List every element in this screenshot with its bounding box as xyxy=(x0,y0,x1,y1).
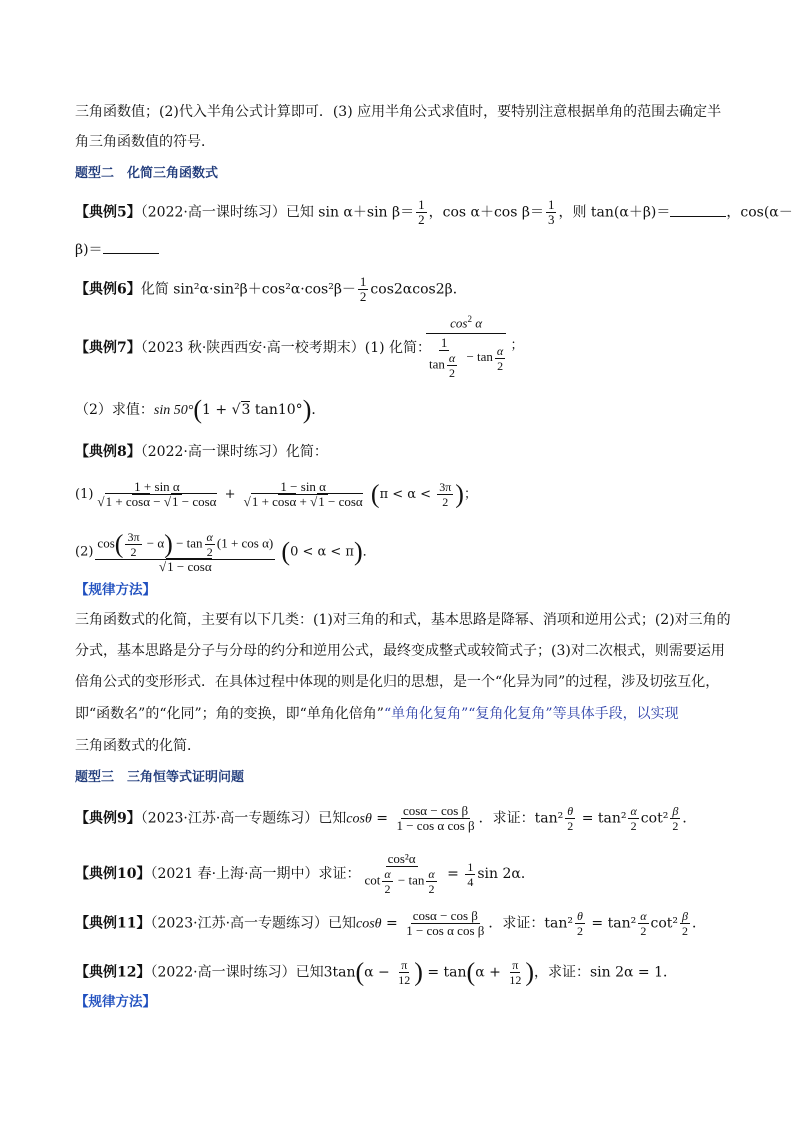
prove-result: sin 2α = 1． xyxy=(589,964,678,981)
example-label: 【典例7】 xyxy=(75,340,141,356)
section-heading: 题型三 三角恒等式证明问题 xyxy=(75,770,245,785)
example-label: 【典例6】 xyxy=(75,281,141,298)
example-source: （2022·高一课时练习）化简： xyxy=(140,444,328,460)
prove-label: ，求证： xyxy=(533,964,590,981)
example-8-part1: (1) $\frac{\text{1 + sin α}}{√1 + \cos\alpha - √1 - \cos\alpha}$ + $\frac{\text{1 − sin α}}{√1 + \cos\alpha + √1 - \cos\alpha}$ (π < α < $\frac{3\pi}{2}$ )； xyxy=(75,479,477,509)
method-highlight: “单角化复角”“复角化复角”等具体手段，以实现 xyxy=(383,706,679,722)
example-10: 【典例10】（2021 春·上海·高一期中）求证： cos²α cot $\frac{\alpha}{2}$ − tan $\frac{\alpha}{2}$ = $\frac{1}{4}$ sin 2α． xyxy=(75,851,535,896)
example-label: 【典例8】 xyxy=(75,444,141,460)
method-line: 分式，基本思路是分子与分母的约分和逆用公式，最终变成整式或较简式子；(3)对二次根式，则需要运用 xyxy=(75,643,725,659)
example-label: 【典例9】 xyxy=(75,810,141,827)
example-label: 【典例11】 xyxy=(75,915,151,932)
fraction: $\frac{1}{2}$ xyxy=(418,197,425,227)
method-line xyxy=(75,704,724,724)
example-tail: cos2αcos2β． xyxy=(370,281,467,298)
example-5-cont xyxy=(75,240,724,260)
example-11: 【典例11】（2023·江苏·高一专题练习）已知cosθ = $\frac{\text{cosα − cos β}}{\text{1 − cos α cos β}}$ ．求证：tan² $\frac{\theta}{2}$ = tan² $\frac{\alpha}{2}$ cot² $\frac{\beta}{2}$ ． xyxy=(75,908,707,938)
example-label: 【典例5】 xyxy=(75,204,141,221)
question-1: ，则 tan(α＋β)＝ xyxy=(558,204,671,221)
example-8 xyxy=(75,442,724,462)
section-heading: 题型二 化简三角函数式 xyxy=(75,166,219,181)
question-2: ，cos(α－ xyxy=(726,204,793,221)
question-3: β)＝ xyxy=(75,242,103,258)
method-text: 即“函数名”的“化同”；角的变换，即“单角化倍角” xyxy=(75,706,384,722)
example-source: （2023·江苏·高一专题练习）已知 xyxy=(150,915,357,932)
example-source: （2022·高一课时练习）已知 xyxy=(150,964,324,981)
method-title: 【规律方法】 xyxy=(75,994,156,1010)
example-6 xyxy=(75,275,724,304)
method-title: 【规律方法】 xyxy=(75,582,156,598)
prove-label: 求证： xyxy=(492,810,535,827)
method-line: 三角函数式的化简． xyxy=(75,738,201,754)
method-line: 三角函数式的化简，主要有以下几类：(1)对三角的和式，基本思路是降幂、消项和逆用公式；(2)对三角的 xyxy=(75,612,731,628)
example-9: 【典例9】（2023·江苏·高一专题练习）已知cosθ = $\frac{\text{cosα − cos β}}{\text{1 − cos α cos β}}$ ．求证：tan² $\frac{\theta}{2}$ = tan² $\frac{\alpha}{2}$ cot² $\frac{\beta}{2}$ ． xyxy=(75,803,697,833)
example-7 xyxy=(75,338,724,358)
condition-2: ，cos α＋cos β＝ xyxy=(428,204,544,221)
value-expression: sin 50° xyxy=(153,403,194,418)
example-source: （2021 春·上海·高一期中）求证： xyxy=(150,866,361,882)
fraction: $\frac{1}{2}$ xyxy=(359,274,367,304)
para-line: 三角函数值；(2)代入半角公式计算即可．(3) 应用半角公式求值时，要特别注意根据单角的范围去确定半 xyxy=(75,104,722,120)
method-line: 倍角公式的变形形式．在具体过程中体现的则是化归的思想，是一个“化异为同”的过程，涉及切弦互化， xyxy=(75,674,720,690)
part-label: （2）求值： xyxy=(75,402,154,418)
example-source: （2023 秋·陕西西安·高一校考期末）(1) 化简： xyxy=(140,340,432,356)
para-line: 角三角函数值的符号． xyxy=(75,134,215,150)
example-source: （2023·江苏·高一专题练习）已知 xyxy=(140,810,347,827)
example-12: 【典例12】（2022·高一课时练习）已知3tan(α − $\frac{\pi}{12}$ ) = tan(α + $\frac{\pi}{12}$ )，求证：sin 2α = 1． xyxy=(75,957,678,987)
part-label: (1) xyxy=(75,487,94,502)
example-source: （2022·高一课时练习）已知 xyxy=(140,204,314,221)
prove-label: 求证： xyxy=(502,915,545,932)
part-label: (2) xyxy=(75,544,94,560)
example-text: 化简 sin²α·sin²β＋cos²α·cos²β－ xyxy=(140,281,356,298)
answer-blank[interactable] xyxy=(103,241,159,254)
fraction: $\frac{1}{3}$ xyxy=(547,197,555,227)
condition-1: sin α＋sin β＝ xyxy=(318,204,415,221)
example-7-part2: （2）求值：sin 50°(1 + √3 tan10°)． xyxy=(75,395,326,424)
formula-7-1: $\cos^2 \alpha$ 1 tan $\frac{\alpha}{2}$ − tan $\frac{\alpha}{2}$ ； xyxy=(425,312,524,380)
example-label: 【典例10】 xyxy=(75,866,151,882)
example-5 xyxy=(75,197,793,227)
answer-blank[interactable] xyxy=(670,204,726,217)
example-label: 【典例12】 xyxy=(75,964,151,981)
example-8-part2: (2) cos( $\frac{3\pi}{2}$ − α) − tan $\frac{\alpha}{2}$ (1 + cos α) √1 − cosα (0 < α < π)． xyxy=(75,529,376,574)
